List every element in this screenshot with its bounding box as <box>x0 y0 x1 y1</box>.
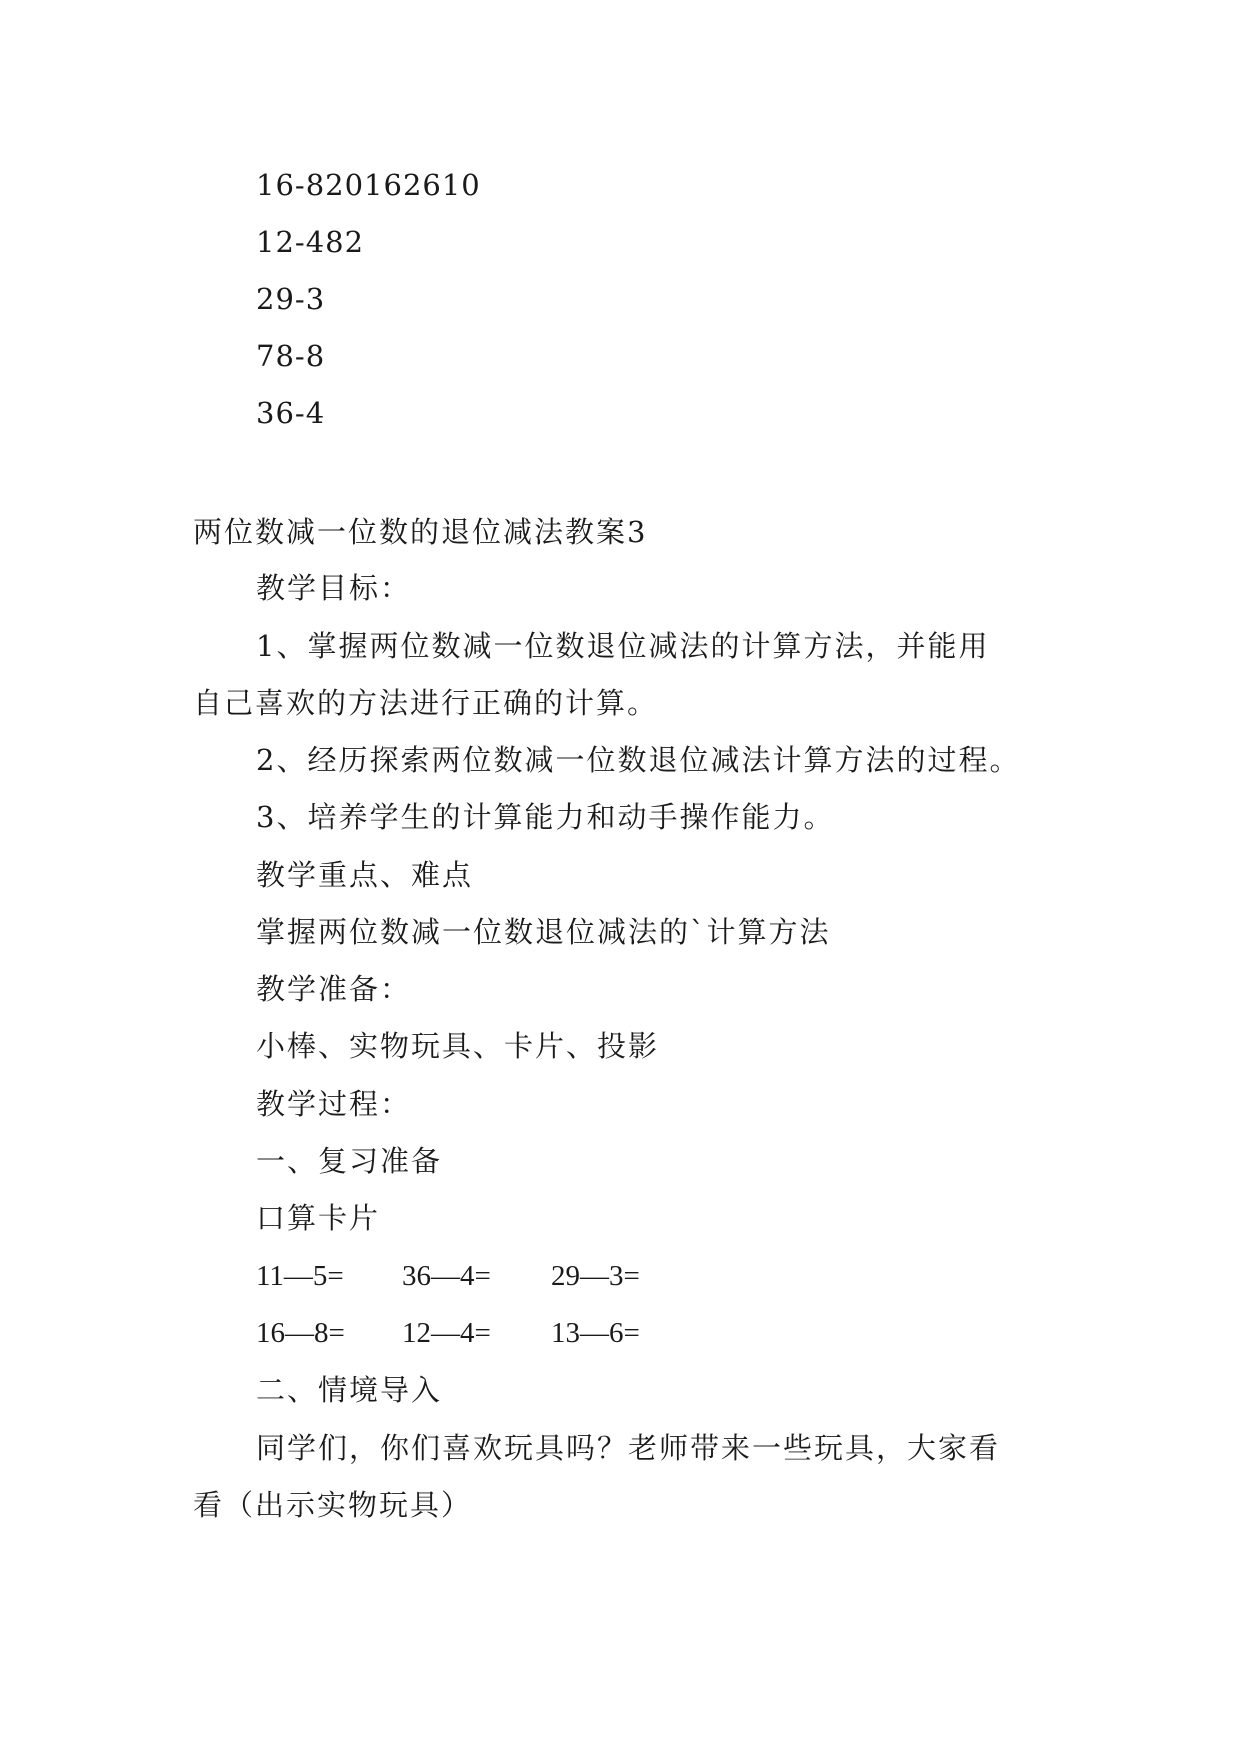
calc-item: 29—3= <box>551 1260 640 1292</box>
calc-row-1 <box>256 1256 756 1296</box>
process-heading: 教学过程： <box>256 1087 412 1121</box>
key-heading: 教学重点、难点 <box>256 858 474 892</box>
prev-item-1: 16-820162610 <box>256 168 481 202</box>
goal-2: 2、经历探索两位数减一位数退位减法计算方法的过程。 <box>256 743 1021 777</box>
calc-item: 36—4= <box>402 1260 491 1292</box>
step-2-heading: 二、情境导入 <box>256 1373 443 1407</box>
key-text: 掌握两位数减一位数退位减法的`计算方法 <box>256 915 831 949</box>
intro-line-2: 看（出示实物玩具） <box>193 1488 473 1522</box>
goal-1-line-1: 1、掌握两位数减一位数退位减法的计算方法，并能用 <box>256 629 990 663</box>
calc-item: 13—6= <box>551 1317 640 1349</box>
prep-heading: 教学准备： <box>256 972 412 1006</box>
oral-cards-label: 口算卡片 <box>256 1201 381 1235</box>
prev-item-5: 36-4 <box>256 396 326 430</box>
calc-item: 12—4= <box>402 1317 491 1349</box>
prev-item-2: 12-482 <box>256 225 365 259</box>
prep-text: 小棒、实物玩具、卡片、投影 <box>256 1029 660 1063</box>
prev-item-4: 78-8 <box>256 339 326 373</box>
calc-item: 11—5= <box>256 1260 344 1292</box>
goal-1-line-2: 自己喜欢的方法进行正确的计算。 <box>193 686 659 720</box>
calc-row-2 <box>256 1313 756 1353</box>
step-1-heading: 一、复习准备 <box>256 1144 443 1178</box>
intro-line-1: 同学们，你们喜欢玩具吗？老师带来一些玩具，大家看 <box>256 1431 1001 1465</box>
calc-item: 16—8= <box>256 1317 345 1349</box>
goals-heading: 教学目标： <box>256 571 412 605</box>
prev-item-3: 29-3 <box>256 282 326 316</box>
goal-3: 3、培养学生的计算能力和动手操作能力。 <box>256 800 835 834</box>
section-title: 两位数减一位数的退位减法教案3 <box>193 515 648 549</box>
